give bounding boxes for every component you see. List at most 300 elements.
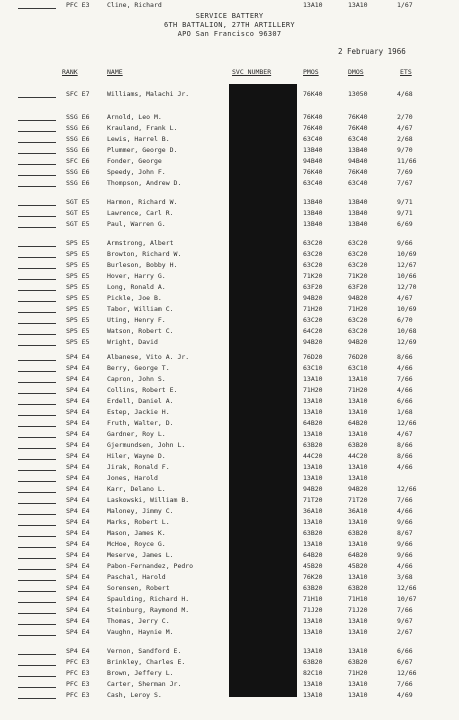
signature-line [18, 624, 56, 625]
pmos-cell: 94B20 [303, 294, 323, 302]
pmos-cell: 13A10 [303, 628, 323, 636]
pmos-cell: 71T20 [303, 496, 323, 504]
signature-line [18, 360, 56, 361]
rank-cell: SGT E5 [66, 220, 90, 228]
rank-cell: SSG E6 [66, 113, 90, 121]
signature-line [18, 448, 56, 449]
dmos-cell: 63B20 [348, 441, 368, 449]
dmos-cell: 13A10 [348, 375, 368, 383]
name-cell: Karr, Delano L. [107, 485, 166, 493]
pmos-cell: 71K20 [303, 272, 323, 280]
name-cell: Paul, Warren G. [107, 220, 166, 228]
signature-line [18, 547, 56, 548]
dmos-cell: 13B40 [348, 220, 368, 228]
dmos-cell: 13A10 [348, 573, 368, 581]
name-cell: Tabor, William C. [107, 305, 174, 313]
signature-line [18, 345, 56, 346]
rank-cell: SP5 E5 [66, 239, 90, 247]
dmos-cell: 13B40 [348, 198, 368, 206]
signature-line [18, 175, 56, 176]
rank-cell: PFC E3 [66, 691, 90, 699]
ets-cell: 3/68 [397, 573, 413, 581]
pmos-cell: 94B20 [303, 485, 323, 493]
pmos-cell: 64C20 [303, 327, 323, 335]
rank-cell: SP5 E5 [66, 261, 90, 269]
dmos-cell: 63C40 [348, 179, 368, 187]
ets-cell: 7/66 [397, 496, 413, 504]
pmos-cell: 71H20 [303, 305, 323, 313]
rank-cell: SP4 E4 [66, 419, 90, 427]
pmos-cell: 13A10 [303, 463, 323, 471]
pmos-cell: 76D20 [303, 353, 323, 361]
name-cell: Thompson, Andrew D. [107, 179, 182, 187]
rank-cell: SP4 E4 [66, 452, 90, 460]
rank-cell: SP5 E5 [66, 283, 90, 291]
pmos-cell: 63C10 [303, 364, 323, 372]
ets-cell: 8/66 [397, 441, 413, 449]
pmos-cell: 76K40 [303, 113, 323, 121]
signature-line [18, 514, 56, 515]
dmos-cell: 76K40 [348, 168, 368, 176]
name-cell: Harmon, Richard W. [107, 198, 178, 206]
dmos-cell: 63B20 [348, 584, 368, 592]
ets-cell: 7/67 [397, 179, 413, 187]
rank-cell: SP5 E5 [66, 272, 90, 280]
signature-line [18, 393, 56, 394]
ets-cell: 10/69 [397, 305, 417, 313]
name-cell: Estep, Jackie H. [107, 408, 170, 416]
pmos-cell: 13B40 [303, 209, 323, 217]
ets-cell: 11/66 [397, 157, 417, 165]
pmos-cell: 13A10 [303, 474, 323, 482]
name-cell: Long, Ronald A. [107, 283, 166, 291]
pmos-cell: 64B20 [303, 419, 323, 427]
column-header-name: NAME [107, 68, 123, 76]
signature-line [18, 558, 56, 559]
name-cell: Hover, Harry G. [107, 272, 166, 280]
rank-cell: SSG E6 [66, 124, 90, 132]
rank-cell: SP5 E5 [66, 294, 90, 302]
ets-cell: 4/69 [397, 691, 413, 699]
ets-cell: 9/66 [397, 540, 413, 548]
pmos-cell: 63C40 [303, 135, 323, 143]
signature-line [18, 635, 56, 636]
rank-cell: SP4 E4 [66, 507, 90, 515]
rank-cell: SSG E6 [66, 179, 90, 187]
ets-cell: 1/68 [397, 408, 413, 416]
pmos-cell: 13A10 [303, 518, 323, 526]
dmos-cell: 71H20 [348, 386, 368, 394]
pmos-cell: 63C40 [303, 179, 323, 187]
ets-cell: 4/67 [397, 430, 413, 438]
signature-line [18, 426, 56, 427]
signature-line [18, 205, 56, 206]
name-cell: Berry, George T. [107, 364, 170, 372]
name-cell: Cash, Leroy S. [107, 691, 162, 699]
rank-cell: PFC E3 [66, 1, 90, 9]
name-cell: Brown, Jeffery L. [107, 669, 174, 677]
signature-line [18, 569, 56, 570]
signature-line [18, 481, 56, 482]
dmos-cell: 13A10 [348, 691, 368, 699]
rank-cell: SP5 E5 [66, 316, 90, 324]
column-header-ets: ETS [400, 68, 412, 76]
ets-cell: 6/67 [397, 658, 413, 666]
ets-cell: 10/69 [397, 250, 417, 258]
dmos-cell: 13A10 [348, 647, 368, 655]
signature-line [18, 153, 56, 154]
ets-cell: 4/68 [397, 90, 413, 98]
dmos-cell: 63B20 [348, 658, 368, 666]
name-cell: Gjermundsen, John L. [107, 441, 186, 449]
pmos-cell: 63C20 [303, 261, 323, 269]
dmos-cell: 13A10 [348, 430, 368, 438]
rank-cell: SP4 E4 [66, 573, 90, 581]
ets-cell: 12/69 [397, 338, 417, 346]
rank-cell: PFC E3 [66, 669, 90, 677]
pmos-cell: 63F20 [303, 283, 323, 291]
rank-cell: SP5 E5 [66, 338, 90, 346]
dmos-cell: 13A10 [348, 518, 368, 526]
pmos-cell: 63B20 [303, 658, 323, 666]
ets-cell: 8/67 [397, 529, 413, 537]
name-cell: Wright, David [107, 338, 158, 346]
rank-cell: SP5 E5 [66, 250, 90, 258]
dmos-cell: 94B20 [348, 485, 368, 493]
dmos-cell: 13A10 [348, 540, 368, 548]
pmos-cell: 94B20 [303, 338, 323, 346]
signature-line [18, 613, 56, 614]
pmos-cell: 13A10 [303, 617, 323, 625]
dmos-cell: 63C20 [348, 261, 368, 269]
pmos-cell: 71H10 [303, 595, 323, 603]
name-cell: Capron, John S. [107, 375, 166, 383]
pmos-cell: 13A10 [303, 1, 323, 9]
dmos-cell: 13A10 [348, 1, 368, 9]
rank-cell: SSG E6 [66, 146, 90, 154]
rank-cell: SP4 E4 [66, 647, 90, 655]
signature-line [18, 676, 56, 677]
signature-line [18, 382, 56, 383]
rank-cell: SP4 E4 [66, 386, 90, 394]
name-cell: Meserve, James L. [107, 551, 174, 559]
signature-line [18, 257, 56, 258]
dmos-cell: 13A10 [348, 628, 368, 636]
ets-cell: 4/66 [397, 507, 413, 515]
signature-line [18, 665, 56, 666]
rank-cell: SP4 E4 [66, 397, 90, 405]
pmos-cell: 13A10 [303, 540, 323, 548]
rank-cell: SP4 E4 [66, 430, 90, 438]
ets-cell: 6/66 [397, 647, 413, 655]
pmos-cell: 64B20 [303, 551, 323, 559]
signature-line [18, 687, 56, 688]
signature-line [18, 654, 56, 655]
pmos-cell: 13A10 [303, 647, 323, 655]
rank-cell: SP5 E5 [66, 327, 90, 335]
ets-cell: 9/66 [397, 239, 413, 247]
dmos-cell: 94B20 [348, 294, 368, 302]
signature-line [18, 268, 56, 269]
rank-cell: SP4 E4 [66, 496, 90, 504]
ets-cell: 9/70 [397, 146, 413, 154]
ets-cell: 9/66 [397, 518, 413, 526]
name-cell: Plummer, George D. [107, 146, 178, 154]
dmos-cell: 64B20 [348, 551, 368, 559]
redaction-bar [229, 84, 297, 697]
pmos-cell: 76K40 [303, 124, 323, 132]
pmos-cell: 36A10 [303, 507, 323, 515]
name-cell: Carter, Sherman Jr. [107, 680, 182, 688]
name-cell: Krauland, Frank L. [107, 124, 178, 132]
signature-line [18, 459, 56, 460]
name-cell: Browton, Richard W. [107, 250, 182, 258]
name-cell: Hiler, Wayne D. [107, 452, 166, 460]
ets-cell: 6/69 [397, 220, 413, 228]
document-date: 2 February 1966 [338, 47, 406, 56]
pmos-cell: 71H20 [303, 386, 323, 394]
ets-cell: 7/69 [397, 168, 413, 176]
name-cell: Mason, James K. [107, 529, 166, 537]
name-cell: Arnold, Leo M. [107, 113, 162, 121]
signature-line [18, 290, 56, 291]
ets-cell: 12/70 [397, 283, 417, 291]
pmos-cell: 63B20 [303, 584, 323, 592]
battalion-name: 6TH BATTALION, 27TH ARTILLERY [164, 21, 295, 29]
rank-cell: SSG E6 [66, 135, 90, 143]
rank-cell: SP4 E4 [66, 562, 90, 570]
rank-cell: SP5 E5 [66, 305, 90, 313]
dmos-cell: 44C20 [348, 452, 368, 460]
signature-line [18, 470, 56, 471]
signature-line [18, 334, 56, 335]
rank-cell: SP4 E4 [66, 606, 90, 614]
dmos-cell: 36A10 [348, 507, 368, 515]
rank-cell: SP4 E4 [66, 584, 90, 592]
ets-cell: 9/71 [397, 209, 413, 217]
signature-line [18, 404, 56, 405]
name-cell: Lewis, Harrel B. [107, 135, 170, 143]
ets-cell: 2/70 [397, 113, 413, 121]
column-header-pmos: PMOS [303, 68, 319, 76]
ets-cell: 9/67 [397, 617, 413, 625]
signature-line [18, 279, 56, 280]
signature-line [18, 186, 56, 187]
pmos-cell: 13B40 [303, 220, 323, 228]
signature-line [18, 503, 56, 504]
ets-cell: 10/66 [397, 272, 417, 280]
signature-line [18, 492, 56, 493]
pmos-cell: 82C10 [303, 669, 323, 677]
name-cell: Gardner, Roy L. [107, 430, 166, 438]
ets-cell: 2/67 [397, 628, 413, 636]
name-cell: Brinkley, Charles E. [107, 658, 186, 666]
ets-cell: 8/66 [397, 452, 413, 460]
ets-cell: 7/66 [397, 375, 413, 383]
dmos-cell: 76K40 [348, 113, 368, 121]
ets-cell: 4/66 [397, 463, 413, 471]
dmos-cell: 13B40 [348, 209, 368, 217]
dmos-cell: 45B20 [348, 562, 368, 570]
signature-line [18, 131, 56, 132]
dmos-cell: 13A10 [348, 408, 368, 416]
signature-line [18, 323, 56, 324]
rank-cell: SP4 E4 [66, 463, 90, 471]
name-cell: McHoe, Royce G. [107, 540, 166, 548]
rank-cell: SGT E5 [66, 209, 90, 217]
pmos-cell: 76K40 [303, 90, 323, 98]
signature-line [18, 312, 56, 313]
signature-line [18, 216, 56, 217]
signature-line [18, 591, 56, 592]
ets-cell: 4/66 [397, 386, 413, 394]
dmos-cell: 63C20 [348, 239, 368, 247]
name-cell: Cline, Richard [107, 1, 162, 9]
unit-name: SERVICE BATTERY [195, 12, 264, 20]
pmos-cell: 76K40 [303, 168, 323, 176]
name-cell: Speedy, John F. [107, 168, 166, 176]
ets-cell: 1/67 [397, 1, 413, 9]
name-cell: Laskowski, William B. [107, 496, 190, 504]
dmos-cell: 71J20 [348, 606, 368, 614]
column-header-rank: RANK [62, 68, 78, 76]
pmos-cell: 13A10 [303, 430, 323, 438]
ets-cell: 12/66 [397, 485, 417, 493]
dmos-cell: 63B20 [348, 529, 368, 537]
ets-cell: 4/67 [397, 294, 413, 302]
rank-cell: SP4 E4 [66, 617, 90, 625]
signature-line [18, 164, 56, 165]
dmos-cell: 13A10 [348, 680, 368, 688]
rank-cell: PFC E3 [66, 680, 90, 688]
name-cell: Spaulding, Richard H. [107, 595, 190, 603]
pmos-cell: 63C20 [303, 250, 323, 258]
signature-line [18, 227, 56, 228]
column-header-dmos: DMOS [348, 68, 364, 76]
dmos-cell: 76D20 [348, 353, 368, 361]
pmos-cell: 45B20 [303, 562, 323, 570]
pmos-cell: 44C20 [303, 452, 323, 460]
pmos-cell: 13A10 [303, 691, 323, 699]
dmos-cell: 63C20 [348, 327, 368, 335]
rank-cell: SP4 E4 [66, 485, 90, 493]
name-cell: Collins, Robert E. [107, 386, 178, 394]
pmos-cell: 76K20 [303, 573, 323, 581]
rank-cell: SP4 E4 [66, 408, 90, 416]
rank-cell: SP4 E4 [66, 529, 90, 537]
pmos-cell: 13B40 [303, 146, 323, 154]
dmos-cell: 13A10 [348, 463, 368, 471]
ets-cell: 6/70 [397, 316, 413, 324]
ets-cell: 9/71 [397, 198, 413, 206]
rank-cell: SP4 E4 [66, 551, 90, 559]
dmos-cell: 13B40 [348, 146, 368, 154]
name-cell: Armstrong, Albert [107, 239, 174, 247]
ets-cell: 12/67 [397, 261, 417, 269]
name-cell: Thomas, Jerry C. [107, 617, 170, 625]
ets-cell: 2/68 [397, 135, 413, 143]
dmos-cell: 13A10 [348, 617, 368, 625]
signature-line [18, 580, 56, 581]
name-cell: Fonder, George [107, 157, 162, 165]
name-cell: Marks, Robert L. [107, 518, 170, 526]
dmos-cell: 63C40 [348, 135, 368, 143]
ets-cell: 4/66 [397, 364, 413, 372]
signature-line [18, 536, 56, 537]
rank-cell: SSG E6 [66, 168, 90, 176]
dmos-cell: 71H20 [348, 669, 368, 677]
dmos-cell: 76K40 [348, 124, 368, 132]
column-header-svc-number: SVC NUMBER [232, 68, 272, 76]
name-cell: Steinburg, Raymond M. [107, 606, 190, 614]
signature-line [18, 142, 56, 143]
pmos-cell: 63B20 [303, 441, 323, 449]
signature-line [18, 371, 56, 372]
ets-cell: 4/67 [397, 124, 413, 132]
dmos-cell: 94B40 [348, 157, 368, 165]
name-cell: Vaughn, Haynie M. [107, 628, 174, 636]
dmos-cell: 94B20 [348, 338, 368, 346]
name-cell: Jones, Harold [107, 474, 158, 482]
rank-cell: SP4 E4 [66, 441, 90, 449]
pmos-cell: 13A10 [303, 680, 323, 688]
pmos-cell: 63C20 [303, 239, 323, 247]
name-cell: Lawrence, Carl R. [107, 209, 174, 217]
dmos-cell: 71T20 [348, 496, 368, 504]
rank-cell: SP4 E4 [66, 364, 90, 372]
name-cell: Watson, Robert C. [107, 327, 174, 335]
dmos-cell: 71H10 [348, 595, 368, 603]
signature-line [18, 415, 56, 416]
signature-line [18, 525, 56, 526]
dmos-cell: 63C20 [348, 316, 368, 324]
name-cell: Fruth, Walter, D. [107, 419, 174, 427]
dmos-cell: 13A10 [348, 397, 368, 405]
rank-cell: SGT E5 [66, 198, 90, 206]
signature-line [18, 120, 56, 121]
rank-cell: SP4 E4 [66, 375, 90, 383]
name-cell: Vernon, Sandford E. [107, 647, 182, 655]
name-cell: Erdell, Daniel A. [107, 397, 174, 405]
pmos-cell: 63B20 [303, 529, 323, 537]
dmos-cell: 71H20 [348, 305, 368, 313]
rank-cell: SP4 E4 [66, 353, 90, 361]
rank-cell: SP4 E4 [66, 595, 90, 603]
name-cell: Burleson, Bobby H. [107, 261, 178, 269]
ets-cell: 12/66 [397, 419, 417, 427]
signature-line [18, 97, 56, 98]
ets-cell: 12/66 [397, 669, 417, 677]
ets-cell: 12/66 [397, 584, 417, 592]
rank-cell: SP4 E4 [66, 540, 90, 548]
ets-cell: 10/67 [397, 595, 417, 603]
pmos-cell: 13A10 [303, 408, 323, 416]
signature-line [18, 8, 56, 9]
apo-address: APO San Francisco 96307 [177, 30, 282, 38]
rank-cell: SP4 E4 [66, 628, 90, 636]
dmos-cell: 13050 [348, 90, 368, 98]
rank-cell: SFC E7 [66, 90, 90, 98]
pmos-cell: 13B40 [303, 198, 323, 206]
name-cell: Jirak, Ronald F. [107, 463, 170, 471]
ets-cell: 9/66 [397, 551, 413, 559]
ets-cell: 10/68 [397, 327, 417, 335]
name-cell: Maloney, Jimmy C. [107, 507, 174, 515]
pmos-cell: 13A10 [303, 375, 323, 383]
signature-line [18, 698, 56, 699]
dmos-cell: 13A10 [348, 474, 368, 482]
name-cell: Uting, Henry F. [107, 316, 166, 324]
